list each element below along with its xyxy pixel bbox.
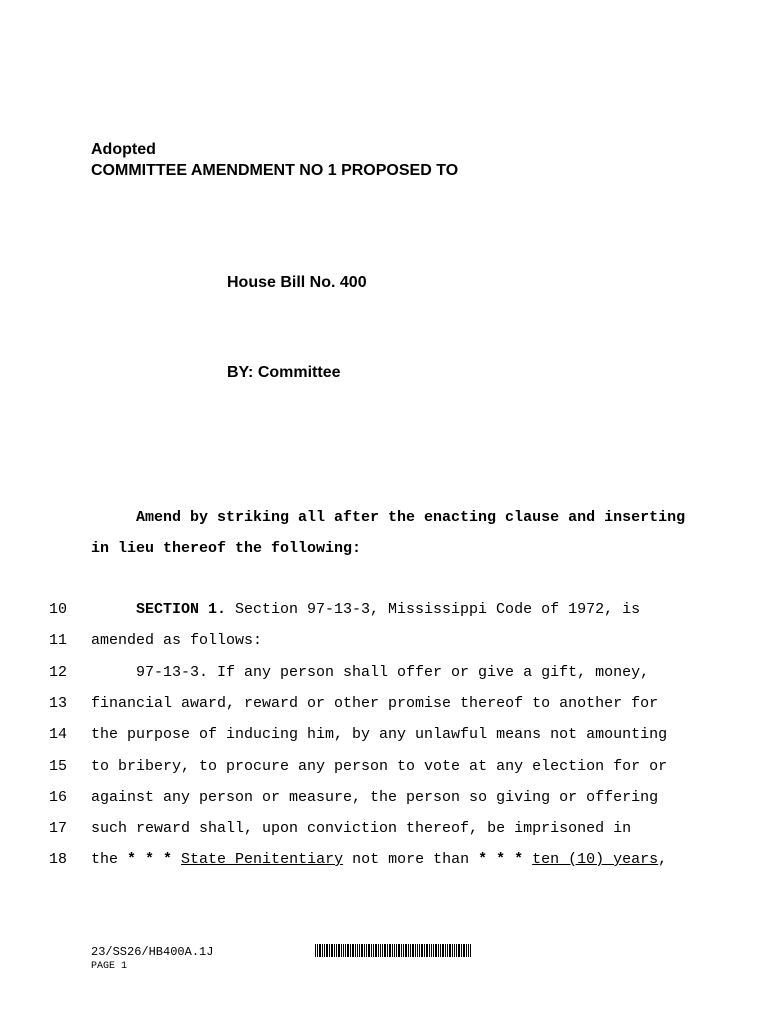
amendment-title: COMMITTEE AMENDMENT NO 1 PROPOSED TO (91, 162, 459, 179)
text-run: , (658, 851, 668, 868)
text-run: Section 97-13-3, Mississippi Code of 1972, is (226, 601, 641, 618)
line-number: 15 (49, 758, 68, 775)
line-number: 14 (49, 726, 68, 743)
deletion-marker: * * * (478, 851, 524, 868)
line-number: 13 (49, 695, 68, 712)
text-run: the (91, 851, 128, 868)
text-line (136, 601, 640, 618)
line-number: 16 (49, 789, 68, 806)
text-line: financial award, reward or other promise thereof to another for (91, 695, 659, 712)
barcode-graphic (315, 944, 471, 957)
adoption-status: Adopted (91, 141, 156, 158)
text-run (172, 851, 181, 868)
line-number: 18 (49, 851, 68, 868)
line-number: 10 (49, 601, 68, 618)
text-line: amended as follows: (91, 632, 263, 649)
text-run: not more than (343, 851, 479, 868)
text-line: 97-13-3. If any person shall offer or give a gift, money, (136, 664, 650, 681)
text-line: to bribery, to procure any person to vote at any election for or (91, 758, 668, 775)
text-line: the purpose of inducing him, by any unlawful means not amounting (91, 726, 668, 743)
line-number: 17 (49, 820, 68, 837)
page-number: PAGE 1 (91, 961, 128, 972)
document-id: 23/SS26/HB400A.1J (91, 945, 214, 959)
text-line (91, 851, 667, 868)
line-number: 12 (49, 664, 68, 681)
barcode (315, 944, 471, 957)
section-heading: SECTION 1. (136, 601, 227, 618)
text-line: such reward shall, upon conviction thereof, be imprisoned in (91, 820, 632, 837)
line-number: 11 (49, 632, 68, 649)
deletion-marker: * * * (127, 851, 173, 868)
text-run (523, 851, 532, 868)
intro-line-2: in lieu thereof the following: (91, 540, 362, 557)
sponsor-line: BY: Committee (227, 364, 341, 381)
inserted-text: ten (10) years (532, 851, 659, 868)
bill-number: House Bill No. 400 (227, 274, 367, 291)
inserted-text: State Penitentiary (181, 851, 344, 868)
intro-line-1: Amend by striking all after the enacting clause and inserting (136, 509, 686, 526)
text-line: against any person or measure, the person so giving or offering (91, 789, 659, 806)
